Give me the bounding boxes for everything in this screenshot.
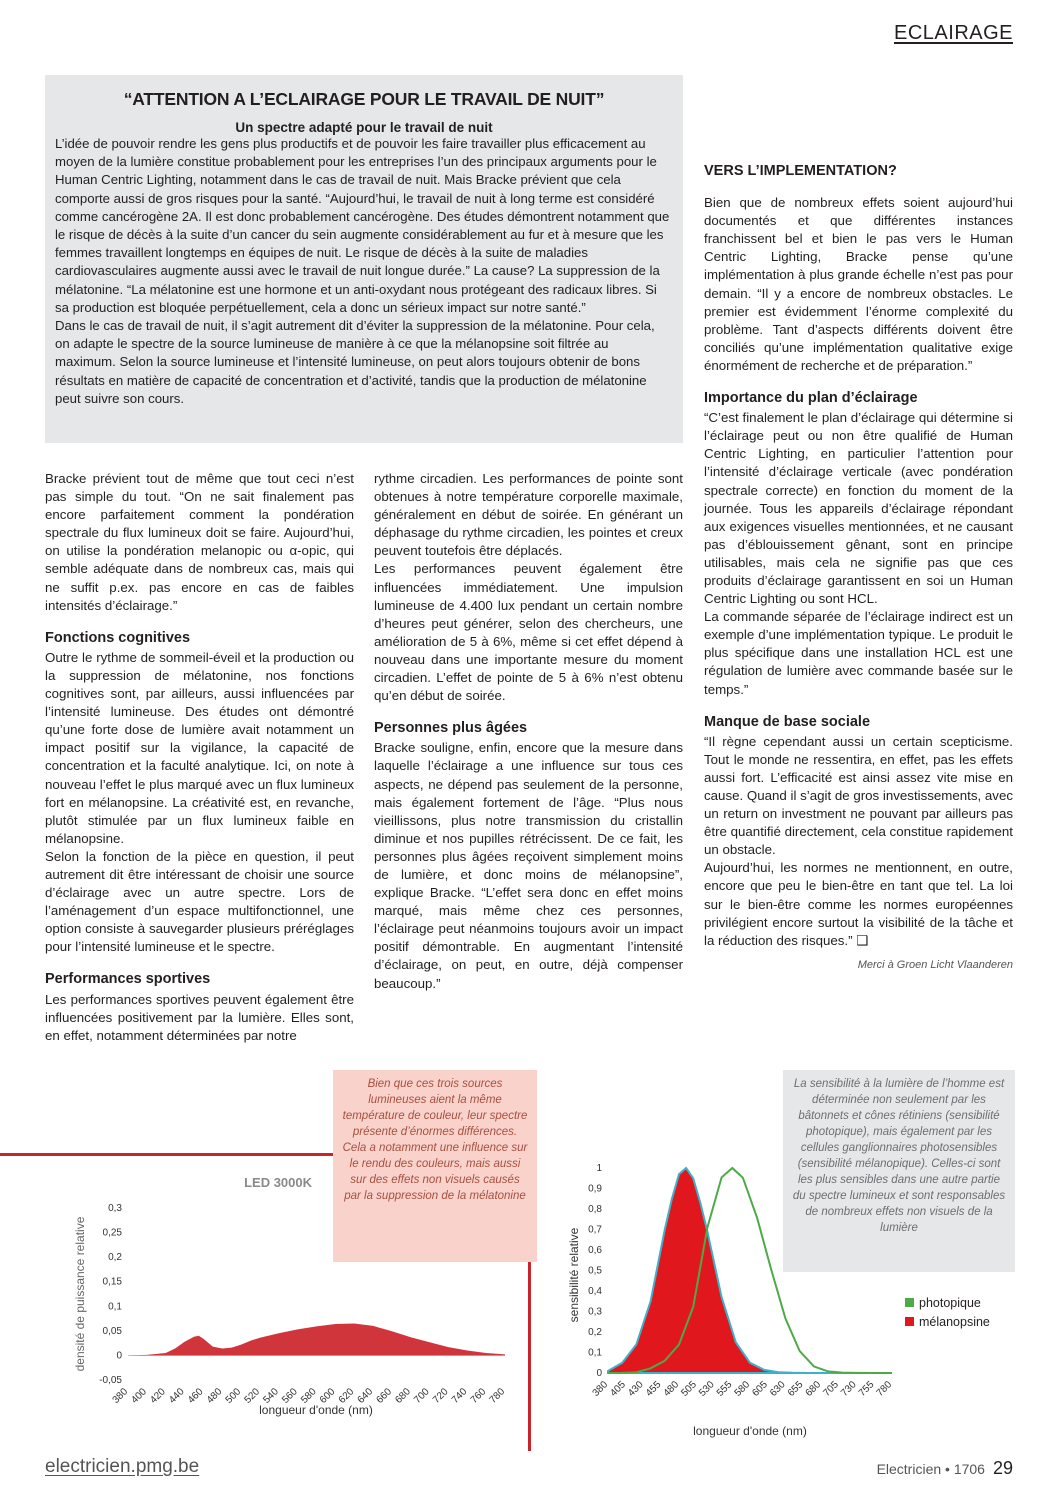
chart-led-spectrum — [0, 1160, 528, 1420]
end-mark-icon: ❑ — [856, 932, 869, 948]
x-tick-label: 500 — [223, 1386, 244, 1406]
x-tick-label: 460 — [185, 1386, 206, 1406]
magazine-issue: Electricien • 1706 — [876, 1461, 985, 1477]
paragraph: Bracke souligne, enfin, encore que la mesure dans laquelle l’éclairage a une influence sur tous ces aspects, ne dépend pas seulement de la personne, mais également fortement de l’âge. “Plus nous vieillissons, plus notre transmission du cristallin diminue et nos pupilles rétrécissent. De ce fait, les personnes plus âgées reçoivent simplement moins de lumière, et donc moins de mélanopsine”, explique Bracke. “L’effet sera donc en effet moins marqué, mais même chez ces personnes, l’éclairage peut néanmoins toujours avoir un impact positif démontrable. En augmentant l’intensité d’éclairage, on peut, en outre, déjà compenser beaucoup.” — [374, 740, 683, 991]
x-tick-label: 380 — [590, 1379, 611, 1399]
x-tick-label: 380 — [110, 1386, 131, 1406]
x-tick-label: 630 — [768, 1379, 788, 1399]
x-tick-label: 600 — [317, 1386, 338, 1406]
paragraph: Bien que de nombreux effets soient aujourd’hui documentés et que différentes instances franchissent bel et bien le pas vers le Human Centric Lighting, Bracke pense qu’une implémentation à plus grande échelle n’est pas pour demain. “Il y a encore de nombreux obstacles. Le premier est évidemment l’énorme complexité du problème. Tant d’aspects différents doivent être conciliés qu’une implémentation qualitative exige énormément de recherche et de préparation.” — [704, 195, 1013, 373]
box-title: “ATTENTION A L’ECLAIRAGE POUR LE TRAVAIL DE NUIT” — [123, 89, 605, 109]
x-tick-label: 760 — [468, 1386, 489, 1406]
x-tick-label: 420 — [148, 1386, 168, 1406]
y-tick-label: 0,1 — [108, 1301, 122, 1313]
x-tick-label: 655 — [785, 1379, 806, 1399]
paragraph — [704, 859, 1013, 949]
x-axis-label: longueur d'onde (nm) — [259, 1403, 373, 1417]
y-tick-label: 0,6 — [588, 1245, 602, 1256]
x-tick-label: 480 — [661, 1379, 682, 1399]
x-tick-label: 700 — [412, 1386, 432, 1406]
legend-label: photopique — [919, 1296, 981, 1310]
column-2 — [374, 470, 683, 993]
paragraph: Les performances peuvent également être influencées immédiatement. Une impulsion lumineuse de 4.400 lux pendant un certain nombre d’heures peut générer, selon des chercheurs, une amélioration de 5 à 6%, même si cet effet dépend à nouveau dans une importante mesure du moment circadien. L’effet de pointe de 5 à 6% n’est obtenu qu’en début de soirée. — [374, 561, 683, 704]
x-axis-label: longueur d'onde (nm) — [693, 1424, 807, 1438]
x-tick-label: 680 — [803, 1379, 824, 1399]
x-tick-label: 720 — [430, 1386, 451, 1406]
paragraph: Outre le rythme de sommeil-éveil et la production ou la suppression de mélatonine, nos fonctions cognitives sont, par ailleurs, aussi influencées par l’intensité lumineuse. Des études ont démontré qu’une forte dose de lumière avait notamment un impact positif sur la vigilance, la capacité de concentration et la faculté analytique. Ici, on note à nouveau l’effet le plus marqué avec un flux lumineux fort en mélanopsine. La créativité est, en revanche, plutôt stimulée par un flux lumineux faible en mélanopsine. — [45, 649, 354, 846]
x-tick-label: 560 — [280, 1386, 300, 1406]
paragraph: Bracke prévient tout de même que tout ceci n’est pas simple du tout. “On ne sait finalement pas encore parfaitement comment la pondération spectrale du flux lumineux doit se faire. Aujourd’hui, on utilise la pondération melanopic ou α-opic, qui semble adéquate dans de nombreux cas, mais qui ne suffit p.ex. pas encore en cas de faibles intensités d’éclairage.” — [45, 471, 354, 613]
y-tick-label: 0,5 — [588, 1265, 602, 1277]
x-tick-label: 740 — [449, 1386, 470, 1406]
x-tick-label: 730 — [839, 1379, 859, 1399]
y-tick-label: 0,1 — [588, 1347, 602, 1359]
heading: Importance du plan d’éclairage — [704, 390, 918, 407]
x-tick-label: 580 — [732, 1379, 753, 1399]
y-axis-label: densité de puissance relative — [73, 1216, 87, 1372]
x-tick-label: 455 — [643, 1379, 664, 1399]
x-tick-label: 505 — [679, 1379, 699, 1399]
x-tick-label: 440 — [167, 1386, 187, 1406]
y-tick-label: 0,9 — [588, 1183, 602, 1195]
y-tick-label: 0,2 — [108, 1252, 122, 1264]
x-tick-label: 520 — [242, 1386, 263, 1406]
paragraph: rythme circadien. Les performances de pointe sont obtenues à notre température corporelle maximale, généralement en début de soirée. En générant un déphasage du rythme circadien, les pointes et creux peuvent toutefois être déplacés. — [374, 471, 683, 559]
spectrum-area — [128, 1324, 505, 1356]
y-tick-label: 0 — [596, 1368, 602, 1379]
x-tick-label: 400 — [129, 1386, 149, 1406]
section-label: ECLAIRAGE — [894, 22, 1013, 44]
box-paragraph: L’idée de pouvoir rendre les gens plus productifs et de pouvoir les faire travailler plus efficacement au moyen de la lumière constitue probablement pour les entreprises l’un des principaux arguments pour le Human Centric Lighting, notamment dans le cas de travail de nuit. Mais Bracke prévient que cela comporte aussi de gros risques pour la santé. “Aujourd’hui, le travail de nuit à long terme est considéré comme cancérogène 2A. Il est donc probablement cancérogène. Des études démontrent notamment que le risque de décès à la suite d’un cancer du sein augmente considérablement au fur et à mesure que les femmes travaillent longtemps en équipes de nuit. Le risque de décès à la suite de maladies cardiovasculaires augmente aussi avec le travail de nuit longue durée.” La cause? La suppression de la mélatonine. “La mélatonine est une hormone et un anti-oxydant nous protégeant des radicaux libres. Si sa production est bloquée perpétuellement, cela a donc un sérieux impact sur notre santé.” — [55, 136, 670, 315]
x-tick-label: 780 — [874, 1379, 895, 1399]
x-tick-label: 480 — [204, 1386, 225, 1406]
y-tick-label: 0,15 — [102, 1276, 122, 1288]
box-paragraph: Dans le cas de travail de nuit, il s’agit autrement dit d’éviter la suppression de la mélatonine. Pour cela, on adapte le spectre de la source lumineuse de manière à ce que la mélanopsine soit filtrée au maximum. Selon la source lumineuse et l’intensité lumineuse, on peut alors toujours obtenir de bons résultats en matière de capacité de concentration et d’activité, tandis que la production de mélatonine peut suivre son cours. — [55, 318, 655, 406]
page-number: 29 — [992, 1458, 1013, 1478]
column-3 — [704, 162, 1013, 974]
legend-label: mélanopsine — [919, 1315, 990, 1329]
chart-sensitivity — [560, 1155, 1030, 1440]
x-tick-label: 530 — [697, 1379, 717, 1399]
thanks-note: Merci à Groen Licht Vlaanderen — [857, 958, 1013, 971]
y-tick-label: 0,8 — [588, 1204, 602, 1215]
heading: Fonctions cognitives — [45, 629, 191, 646]
y-tick-label: 0,3 — [108, 1203, 122, 1214]
paragraph: La commande séparée de l’éclairage indirect est un exemple d’une implémentation typique. Le produit le plus spécifique dans une installation HCL est une régulation de lumière avec commande basée sur le temps.” — [704, 609, 1013, 697]
x-tick-label: 640 — [355, 1386, 376, 1406]
y-tick-label: 0,7 — [588, 1224, 602, 1236]
heading: Performances sportives — [45, 971, 211, 988]
x-tick-label: 540 — [261, 1386, 281, 1406]
y-tick-label: 0,4 — [588, 1286, 602, 1297]
x-tick-label: 755 — [856, 1379, 877, 1399]
y-tick-label: -0,05 — [99, 1375, 122, 1386]
caption-sensitivity: La sensibilité à la lumière de l’homme est déterminée non seulement par les bâtonnets et cônes rétiniens (sensibilité photopique), mais également par les cellules ganglionnaires photosensibles (sensibilité mélanopique). Celles-ci sont les plus sensibles dans une autre partie du spectre lumineux et sont responsables de nombreux effets non visuels de la lumière — [783, 1070, 1015, 1272]
caption-spectrum: Bien que ces trois sources lumineuses aient la même température de couleur, leur spectre présente d’énormes différences. Cela a notamment une influence sur le rendu des couleurs, mais aussi sur des effets non visuels causés par la suppression de la mélatonine — [333, 1070, 537, 1262]
paragraph: “Il règne cependant aussi un certain scepticisme. Tout le monde ne ressentira, en effet, pas les effets aussi fort. L’efficacité est ainsi assez vite mise en cause. Quand il s’agit de gros investissements, avec un return on investment ne pouvant par ailleurs pas être quantifié directement, cela constitue rapidement un obstacle. — [704, 733, 1013, 858]
x-tick-label: 680 — [393, 1386, 413, 1406]
y-tick-label: 0,25 — [102, 1227, 122, 1239]
x-tick-label: 705 — [821, 1379, 841, 1399]
x-tick-label: 605 — [750, 1379, 770, 1399]
chart-title: LED 3000K — [244, 1175, 312, 1190]
legend-swatch — [905, 1317, 914, 1326]
x-tick-label: 430 — [626, 1379, 646, 1399]
paragraph: Selon la fonction de la pièce en question, il peut autrement dit être intéressant de choisir une source d’éclairage avec un autre spectre. Lors de l’aménagement d’un espace multifonctionnel, une option consiste à sauvegarder plusieurs préréglages pour l’intensité lumineuse et le spectre. — [45, 848, 354, 955]
x-tick-label: 405 — [608, 1379, 628, 1399]
y-tick-label: 0,2 — [588, 1327, 602, 1338]
heading: Manque de base sociale — [704, 713, 871, 730]
heading: Personnes plus âgées — [374, 720, 528, 737]
column-1 — [45, 470, 354, 1045]
legend-swatch — [905, 1298, 914, 1307]
paragraph: Les performances sportives peuvent également être influencées positivement par la lumière. Elles sont, en effet, notamment déterminées par notre — [45, 991, 354, 1043]
highlight-box — [45, 75, 683, 443]
paragraph-text: Aujourd’hui, les normes ne mentionnent, en outre, encore que peu le bien-être en tant que tel. La loi sur le bien-être comme les normes européennes privilégient encore surtout la visibilité de la tâche et la réduction des risques.” — [704, 860, 1013, 948]
x-tick-label: 660 — [374, 1386, 395, 1406]
x-tick-label: 780 — [487, 1386, 508, 1406]
box-subtitle: Un spectre adapté pour le travail de nuit — [235, 120, 493, 135]
footer-site-link[interactable]: electricien.pmg.be — [45, 1456, 200, 1477]
paragraph: “C’est finalement le plan d’éclairage qui détermine si l’éclairage peut ou non être qualifié de Human Centric Lighting, en particulier l’attention pour l’intensité d’éclairage verticale (avec pondération spectrale correcte) en fonction du moment de la journée. Tous les appareils d’éclairage répondant aux exigences visuelles mentionnées, et ne causant pas d’éblouissement gênant, sont en principe utilisables, mais cela ne signifie pas que ces produits d’éclairage garantissent en soi un Human Centric Lighting ou sont HCL. — [704, 410, 1013, 607]
x-tick-label: 620 — [336, 1386, 357, 1406]
x-tick-label: 555 — [714, 1379, 735, 1399]
x-tick-label: 580 — [299, 1386, 319, 1406]
y-tick-label: 1 — [596, 1163, 602, 1174]
heading: VERS L’IMPLEMENTATION? — [704, 163, 897, 179]
y-tick-label: 0,05 — [102, 1325, 122, 1337]
y-axis-label: sensibilité relative — [567, 1227, 581, 1323]
footer-magazine — [877, 1458, 1013, 1479]
y-tick-label: 0,3 — [588, 1306, 602, 1318]
y-tick-label: 0 — [116, 1350, 122, 1362]
